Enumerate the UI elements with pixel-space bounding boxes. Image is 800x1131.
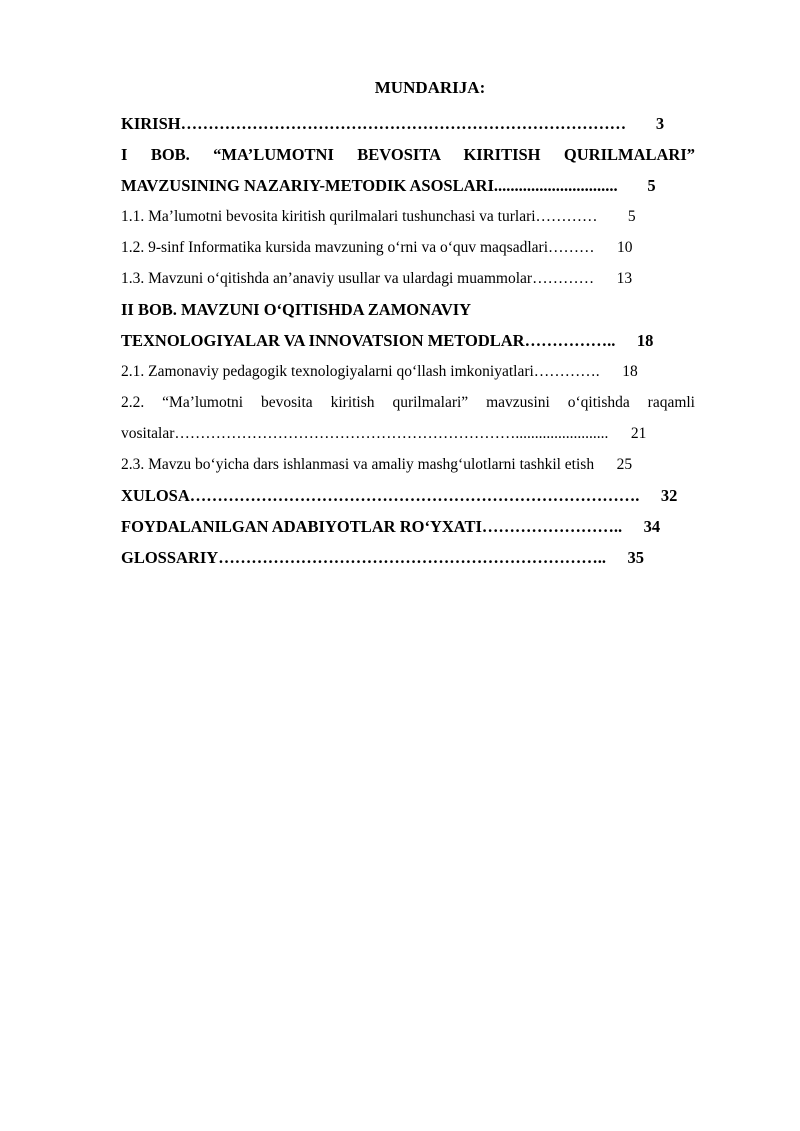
- toc-entry-text: MAVZUSINING NAZARIY-METODIK ASOSLARI..............................: [121, 176, 618, 195]
- toc-entry-page: 35: [627, 548, 644, 567]
- toc-entry-text: XULOSA……………………………………………………………………….: [121, 486, 640, 505]
- toc-entry-page: 5: [627, 208, 636, 225]
- toc-entry-page: 10: [617, 239, 633, 256]
- toc-entry-glossary: [121, 542, 733, 573]
- toc-entry-text: I BOB. “MA’LUMOTNI BEVOSITA KIRITISH QURILMALARI”: [121, 145, 695, 164]
- table-of-contents: [121, 108, 733, 573]
- toc-entry-text: 2.3. Mavzu boʻyicha dars ishlanmasi va amaliy mashgʻulotlarni tashkil etish: [121, 456, 595, 473]
- toc-entry-chapter-2-line-1: [121, 294, 733, 325]
- toc-entry-text: KIRISH………………………………………………………………………: [121, 114, 627, 133]
- toc-entry-xulosa: [121, 480, 733, 511]
- toc-entry-2-1: [121, 356, 733, 387]
- toc-title: MUNDARIJA:: [374, 78, 486, 97]
- toc-entry-text: FOYDALANILGAN ADABIYOTLAR ROʻYXATI……………………..: [121, 517, 623, 536]
- toc-entry-page: 3: [655, 114, 665, 133]
- toc-entry-text: TEXNOLOGIYALAR VA INNOVATSION METODLAR……………..: [121, 331, 616, 350]
- toc-entry-2-2-line-1: [121, 387, 733, 418]
- toc-entry-page: 5: [647, 176, 656, 195]
- toc-entry-kirish: [121, 108, 733, 139]
- toc-entry-text: II BOB. MAVZUNI OʻQITISHDA ZAMONAVIY: [121, 300, 472, 319]
- toc-entry-chapter-1-line-1: [121, 139, 733, 170]
- toc-entry-page: 13: [616, 270, 633, 287]
- toc-entry-chapter-1-line-2: [121, 170, 733, 201]
- toc-entry-page: 25: [616, 456, 633, 473]
- toc-entry-page: 18: [622, 363, 638, 380]
- toc-entry-text: vositalar…………………………………………………………........................: [121, 425, 609, 442]
- toc-entry-text: GLOSSARIY……………………………………………………………..: [121, 548, 606, 567]
- toc-entry-text: 1.1. Ma’lumotni bevosita kiritish qurilmalari tushunchasi va turlari…………: [121, 208, 598, 225]
- toc-entry-1-2: [121, 232, 733, 263]
- toc-entry-text: 2.2. “Ma’lumotni bevosita kiritish qurilmalari” mavzusini oʻqitishda raqamli: [121, 394, 695, 411]
- toc-entry-2-3: [121, 449, 733, 480]
- toc-entry-1-1: [121, 201, 733, 232]
- toc-entry-page: 21: [630, 425, 647, 442]
- toc-entry-page: 34: [643, 517, 661, 536]
- toc-entry-page: 32: [660, 486, 678, 505]
- toc-entry-2-2-line-2: [121, 418, 733, 449]
- toc-entry-text: 1.3. Mavzuni oʻqitishda an’anaviy usullar va ulardagi muammolar…………: [121, 270, 595, 287]
- toc-entry-chapter-2-line-2: [121, 325, 733, 356]
- toc-entry-text: 2.1. Zamonaviy pedagogik texnologiyalarni qoʻllash imkoniyatlari………….: [121, 363, 600, 380]
- toc-entry-1-3: [121, 263, 733, 294]
- toc-entry-text: 1.2. 9-sinf Informatika kursida mavzuning oʻrni va oʻquv maqsadlari………: [121, 239, 595, 256]
- toc-entry-references: [121, 511, 733, 542]
- toc-entry-page: 18: [636, 331, 654, 350]
